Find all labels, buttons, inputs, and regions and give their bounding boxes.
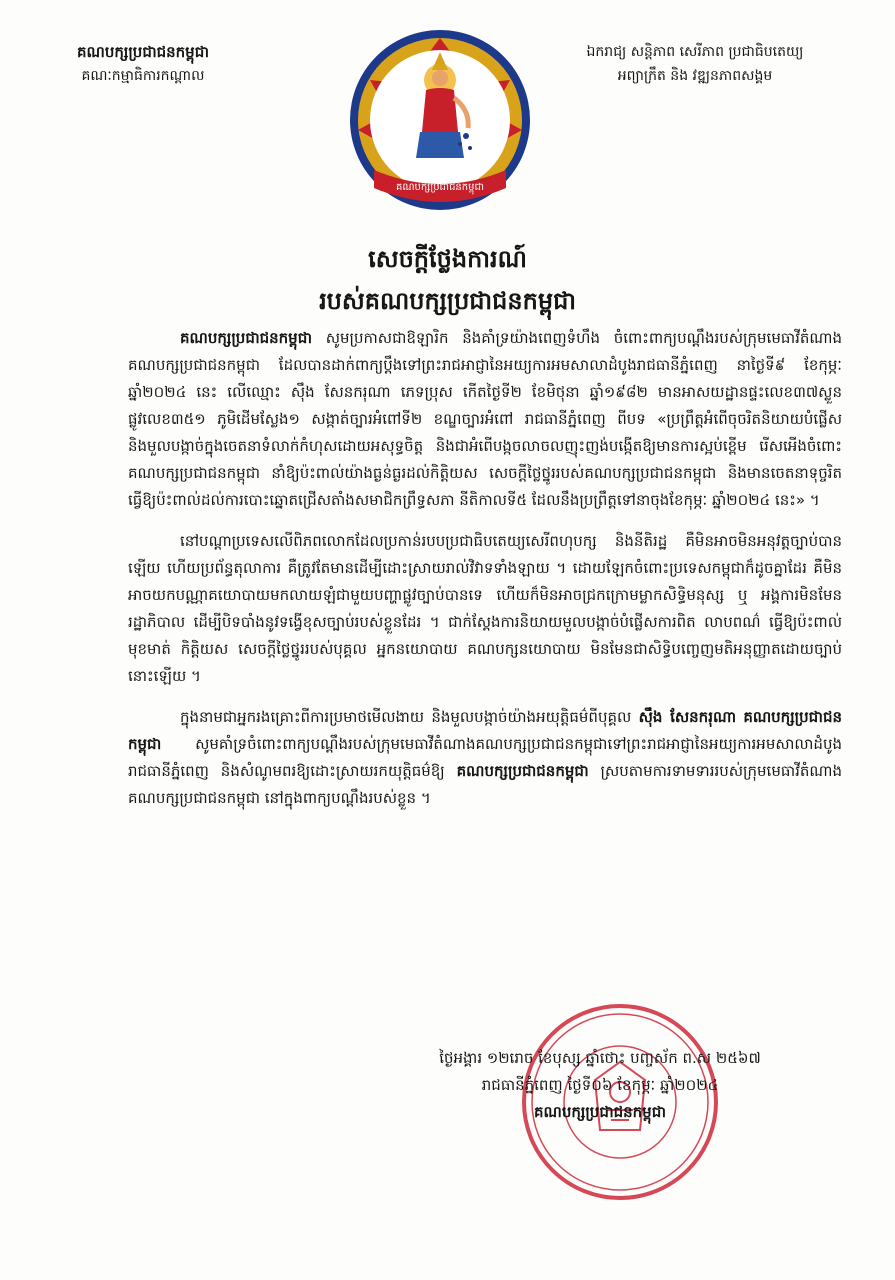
statement-title [0,238,895,322]
title-line-2: របស់គណបក្សប្រជាជនកម្ពុជា [319,287,576,315]
party-logo [340,20,540,215]
party-name-emphasis-3: គណបក្សប្រជាជនកម្ពុជា [456,762,589,780]
header-left [38,40,248,88]
paragraph-2: នៅបណ្ដាប្រទេសលើពិភពលោកដែលប្រកាន់របបប្រជាធិបតេយ្យសេរីពហុបក្ស និងនីតិរដ្ឋ គឺមិនអាចមិនអនុវត្តច្បាប់បានឡើយ ហើយប្រព័ន្ធតុលាការ គឺត្រូវតែមានដើម្បីដោះស្រាយរាល់វិវាទទាំងឡាយ ។ ដោយឡែកចំពោះប្រទេសកម្ពុជាក៏ដូចគ្នាដែរ គឺមិនអាចយកបណ្ណាគយោបាយមកលាយឡំជាមួយបញ្ហាផ្លូវច្បាប់បានទេ ហើយក៏មិនអាចជ្រកក្រោមម្លាកសិទ្ធិមនុស្ស ឬ អង្គការមិនមែនរដ្ឋាភិបាល ដើម្បីបិទបាំងនូវទង្វើខុសច្បាប់របស់ខ្លួនដែរ ។ ជាក់ស្ដែងការនិយាយមួលបង្កាច់បំផ្លើសការពិត លាបពណ៌ ធ្វើឱ្យប៉ះពាល់មុខមាត់ កិត្តិយស សេចក្ដីថ្លៃថ្នូររបស់បុគ្គល អ្នកនយោបាយ គណបក្សនយោបាយ មិនមែនជាសិទ្ធិបញ្ចេញមតិអនុញ្ញាតដោយច្បាប់នោះឡើយ ។ [128,532,842,685]
accused-name: ស៊ឹង សែនករុណា [638,708,737,726]
committee-name: គណៈកម្មាធិការកណ្ដាល [81,68,205,84]
signer-name: គណបក្សប្រជាជនកម្ពុជា [534,1103,666,1121]
paragraph-3 [128,704,842,812]
title-line-1: សេចក្តីថ្លែងការណ៍ [368,245,527,273]
place-date: រាជធានីភ្នំពេញ ថ្ងៃទី០៦ ខែកុម្ភៈ ឆ្នាំ២០២៤ [481,1076,719,1094]
motto-line-2: អព្យាក្រឹត និង វឌ្ឍនភាពសង្គម [617,68,773,84]
party-name-header: គណបក្សប្រជាជនកម្ពុជា [77,43,209,61]
paragraph-3-text-b: សូមគាំទ្រចំពោះពាក្យបណ្ដឹងរបស់ក្រុមមេធាវីតំណាងគណបក្សប្រជាជនកម្ពុជាទៅព្រះរាជអាជ្ញានៃអយ្យការអមសាលាដំបូងរាជធានីភ្នំពេញ និងសំណូមពរឱ្យដោះស្រាយរកយុត្តិធម៌ឱ្យ [128,735,842,780]
lunar-date: ថ្ងៃអង្គារ ១២រោច ខែបុស្ស ឆ្នាំថោះ បញ្ចស័ក ព.ស ២៥៦៧ [439,1049,761,1067]
paragraph-3-text-a: ក្នុងនាមជាអ្នករងគ្រោះពីការប្រមាថមើលងាយ និងមួលបង្កាច់យ៉ាងអយុត្តិធម៌ពីបុគ្គល [180,708,639,726]
paragraph-1-text: សូមប្រកាសជាឱឡារិក និងគាំទ្រយ៉ាងពេញទំហឹង ចំពោះពាក្យបណ្ដឹងរបស់ក្រុមមេធាវីតំណាងគណបក្សប្រជាជនកម្ពុជា ដែលបានដាក់ពាក្យប្ដឹងទៅព្រះរាជអាជ្ញានៃអយ្យការអមសាលាដំបូងរាជធានីភ្នំពេញ នាថ្ងៃទី៩ ខែកុម្ភៈ ឆ្នាំ២០២៤ នេះ លើឈ្មោះ ស៊ឹង សែនករុណា ភេទប្រុស កើតថ្ងៃទី២ ខែមិថុនា ឆ្នាំ១៩៨២ មានអាសយដ្ឋានផ្ទះលេខ៣៧ស្លួន ផ្លូវលេខ៣៥១ ភូមិដើមស្លែង១ សង្កាត់ច្បារអំពៅទី២ ខណ្ឌច្បារអំពៅ រាជធានីភ្នំពេញ ពីបទ «ប្រព្រឹត្តអំពើចុចរិតនិយាយបំផ្លើស និងមួលបង្កាច់ក្នុងចេតនាទំលាក់កំហុសដោយអសុទ្ធចិត្ត និងជាអំពើបង្កចលាចលញុះញង់បង្កើតឱ្យមានការស្អប់ខ្ពើម រើសអើងចំពោះគណបក្សប្រជាជនកម្ពុជា នាំឱ្យប៉ះពាល់យ៉ាងធ្ងន់ធ្ងរដល់កិត្តិយស សេចក្ដីថ្លៃថ្នូររបស់គណបក្សប្រជាជនកម្ពុជា និងមានចេតនាទុច្ចរិតធ្វើឱ្យប៉ះពាល់ដល់ការបោះឆ្នោតជ្រើសតាំងសមាជិកព្រឹទ្ធសភា នីតិកាលទី៥ ដែលនឹងប្រព្រឹត្តទៅនាចុងខែកុម្ភៈ ឆ្នាំ២០២៤ នេះ» ។ [128,329,842,509]
statement-body [128,325,842,826]
header-right [545,40,845,88]
motto-line-1: ឯករាជ្យ សន្តិភាព សេរីភាព ប្រជាធិបតេយ្យ [586,44,804,60]
paragraph-3-text-c: ស្របតាមការទាមទាររបស់ក្រុមមេធាវីតំណាងគណបក្សប្រជាជនកម្ពុជា នៅក្នុងពាក្យបណ្ដឹងរបស់ខ្លួន ។ [128,762,842,807]
paragraph-1 [128,325,842,514]
closing-block [400,1045,800,1126]
party-name-emphasis-2: គណបក្សប្រជាជនកម្ពុជា [128,708,842,753]
logo-banner-text: គណបក្សប្រជាជនកម្ពុជា [396,182,484,193]
party-name-emphasis: គណបក្សប្រជាជនកម្ពុជា [180,329,312,347]
